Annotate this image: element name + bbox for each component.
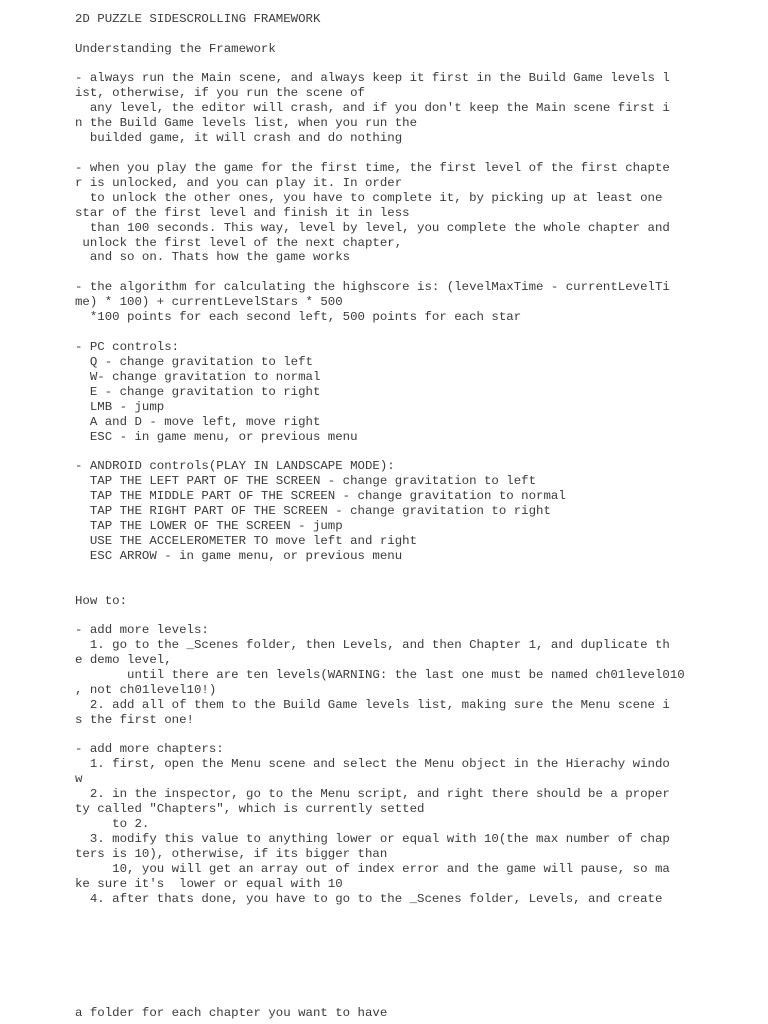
page-continuation-line: a folder for each chapter you want to have [75, 1006, 388, 1020]
list-heading: - add more levels: [75, 623, 209, 637]
text-line: - when you play the game for the first time, the first level of the first chapte [75, 161, 670, 175]
list-item: A and D - move left, move right [75, 415, 321, 429]
list-heading: - add more chapters: [75, 742, 224, 756]
text-line: unlock the first level of the next chapter, [75, 236, 403, 250]
text-line: to unlock the other ones, you have to complete it, by picking up at least one [75, 191, 663, 205]
list-item: USE THE ACCELEROMETER TO move left and right [75, 534, 418, 548]
list-item: 2. add all of them to the Build Game levels list, making sure the Menu scene i [75, 698, 670, 712]
list-heading: - PC controls: [75, 340, 180, 354]
list-item: TAP THE LEFT PART OF THE SCREEN - change gravitation to left [75, 474, 537, 488]
text-line: star of the first level and finish it in less [75, 206, 410, 220]
list-item: 1. first, open the Menu scene and select the Menu object in the Hierachy windo [75, 757, 670, 771]
text-line: ist, otherwise, if you run the scene of [75, 86, 365, 100]
section-heading-understanding: Understanding the Framework [75, 42, 276, 56]
list-item: W- change gravitation to normal [75, 370, 321, 384]
text-line: and so on. Thats how the game works [75, 250, 351, 264]
text-line: - the algorithm for calculating the highscore is: (levelMaxTime - currentLevelTi [75, 280, 670, 294]
text-line: r is unlocked, and you can play it. In order [75, 176, 403, 190]
document-title: 2D PUZZLE SIDESCROLLING FRAMEWORK [75, 12, 321, 26]
text-line: me) * 100) + currentLevelStars * 500 [75, 295, 343, 309]
list-item: e demo level, [75, 653, 172, 667]
list-item: ke sure it's lower or equal with 10 [75, 877, 343, 891]
list-item: TAP THE LOWER OF THE SCREEN - jump [75, 519, 343, 533]
list-item: 3. modify this value to anything lower or equal with 10(the max number of chap [75, 832, 670, 846]
list-heading: - ANDROID controls(PLAY IN LANDSCAPE MODE): [75, 459, 395, 473]
list-item: Q - change gravitation to left [75, 355, 313, 369]
list-item: ters is 10), otherwise, if its bigger than [75, 847, 388, 861]
text-line: than 100 seconds. This way, level by level, you complete the whole chapter and [75, 221, 670, 235]
list-item: TAP THE RIGHT PART OF THE SCREEN - change gravitation to right [75, 504, 551, 518]
list-item: E - change gravitation to right [75, 385, 321, 399]
section-heading-how-to: How to: [75, 594, 128, 608]
text-line: any level, the editor will crash, and if you don't keep the Main scene first i [75, 101, 670, 115]
text-line: builded game, it will crash and do nothing [75, 131, 403, 145]
list-item: , not ch01level10!) [75, 683, 217, 697]
list-item: 2. in the inspector, go to the Menu script, and right there should be a proper [75, 787, 670, 801]
list-item: until there are ten levels(WARNING: the last one must be named ch01level010 [75, 668, 685, 682]
list-item: w [75, 772, 83, 786]
list-item: s the first one! [75, 713, 194, 727]
list-item: ESC ARROW - in game menu, or previous menu [75, 549, 403, 563]
list-item: 10, you will get an array out of index error and the game will pause, so ma [75, 862, 670, 876]
list-item: TAP THE MIDDLE PART OF THE SCREEN - change gravitation to normal [75, 489, 566, 503]
list-item: ESC - in game menu, or previous menu [75, 430, 358, 444]
text-line: - always run the Main scene, and always keep it first in the Build Game levels l [75, 71, 670, 85]
list-item: LMB - jump [75, 400, 165, 414]
list-item: ty called "Chapters", which is currently setted [75, 802, 425, 816]
list-item: to 2. [75, 817, 150, 831]
text-line: n the Build Game levels list, when you run the [75, 116, 418, 130]
list-item: 4. after thats done, you have to go to the _Scenes folder, Levels, and create [75, 892, 663, 906]
text-line: *100 points for each second left, 500 points for each star [75, 310, 522, 324]
list-item: 1. go to the _Scenes folder, then Levels, and then Chapter 1, and duplicate th [75, 638, 670, 652]
